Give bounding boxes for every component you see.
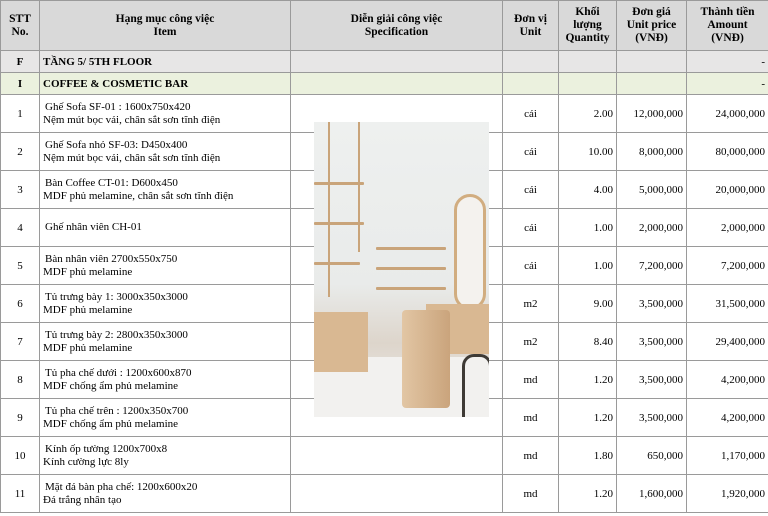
- header-price: Đơn giá Unit price (VNĐ): [617, 1, 687, 51]
- item-unit: md: [503, 399, 559, 437]
- item-title: Tủ trưng bày 2: 2800x350x3000: [45, 328, 188, 341]
- item-description: Nệm mút bọc vải, chân sắt sơn tĩnh điện: [43, 113, 221, 126]
- item-title: Tủ pha chế dưới : 1200x600x870: [45, 366, 192, 379]
- header-row: [1, 1, 768, 51]
- item-price: 3,500,000: [617, 285, 687, 323]
- item-qty: 1.20: [559, 361, 617, 399]
- item-no: 6: [1, 285, 40, 323]
- item-amount: 4,200,000: [687, 361, 768, 399]
- item-name: [40, 247, 291, 285]
- item-qty: 1.80: [559, 437, 617, 475]
- header-amount: Thành tiền Amount (VNĐ): [687, 1, 768, 51]
- item-description: MDF chống ẩm phủ melamine: [43, 417, 179, 430]
- floor-label: TẦNG 5/ 5TH FLOOR: [40, 51, 291, 73]
- item-description: MDF phủ melamine: [43, 303, 133, 316]
- item-qty: 1.20: [559, 399, 617, 437]
- item-no: 7: [1, 323, 40, 361]
- item-title: Kính ốp tường 1200x700x8: [45, 442, 168, 455]
- item-price: 7,200,000: [617, 247, 687, 285]
- item-unit: m2: [503, 323, 559, 361]
- item-unit: cái: [503, 171, 559, 209]
- item-name: [40, 209, 291, 247]
- item-price: 1,600,000: [617, 475, 687, 513]
- floor-row: [1, 51, 768, 73]
- item-title: Ghế Sofa SF-01 : 1600x750x420: [45, 100, 191, 113]
- item-unit: cái: [503, 209, 559, 247]
- item-no: 4: [1, 209, 40, 247]
- item-qty: 8.40: [559, 323, 617, 361]
- item-no: 9: [1, 399, 40, 437]
- item-amount: 7,200,000: [687, 247, 768, 285]
- item-amount: 80,000,000: [687, 133, 768, 171]
- table-row: [1, 475, 768, 513]
- item-price: 8,000,000: [617, 133, 687, 171]
- item-description: MDF phủ melamine: [43, 265, 133, 278]
- item-name: [40, 133, 291, 171]
- item-no: 11: [1, 475, 40, 513]
- item-amount: 2,000,000: [687, 209, 768, 247]
- item-price: 3,500,000: [617, 399, 687, 437]
- item-unit: md: [503, 437, 559, 475]
- item-amount: 31,500,000: [687, 285, 768, 323]
- item-description: MDF phủ melamine: [43, 341, 133, 354]
- item-amount: 20,000,000: [687, 171, 768, 209]
- item-price: 5,000,000: [617, 171, 687, 209]
- item-title: Tủ trưng bày 1: 3000x350x3000: [45, 290, 188, 303]
- item-unit: m2: [503, 285, 559, 323]
- item-qty: 1.20: [559, 475, 617, 513]
- item-description: MDF phủ melamine, chân sắt sơn tĩnh điện: [43, 189, 234, 202]
- section-row: [1, 73, 768, 95]
- item-title: Ghế nhân viên CH-01: [45, 221, 142, 233]
- item-name: [40, 437, 291, 475]
- item-amount: 24,000,000: [687, 95, 768, 133]
- item-title: Mặt đá bàn pha chế: 1200x600x20: [45, 480, 198, 493]
- item-title: Ghế Sofa nhỏ SF-03: D450x400: [45, 138, 188, 151]
- header-item: Hạng mục công việc Item: [40, 1, 291, 51]
- item-no: 1: [1, 95, 40, 133]
- item-unit: md: [503, 361, 559, 399]
- item-no: 8: [1, 361, 40, 399]
- item-name: [40, 95, 291, 133]
- item-name: [40, 361, 291, 399]
- item-unit: cái: [503, 95, 559, 133]
- header-spec: Diễn giải công việc Specification: [291, 1, 503, 51]
- item-qty: 10.00: [559, 133, 617, 171]
- item-unit: cái: [503, 133, 559, 171]
- item-spec: [291, 437, 503, 475]
- item-price: 650,000: [617, 437, 687, 475]
- item-title: Tủ pha chế trên : 1200x350x700: [45, 404, 189, 417]
- floor-amount: -: [687, 51, 768, 73]
- item-qty: 4.00: [559, 171, 617, 209]
- item-qty: 2.00: [559, 95, 617, 133]
- item-description: Nệm mút bọc vải, chân sắt sơn tĩnh điện: [43, 151, 221, 164]
- item-name: [40, 285, 291, 323]
- header-stt: STT No.: [1, 1, 40, 51]
- item-price: 3,500,000: [617, 323, 687, 361]
- item-amount: 1,920,000: [687, 475, 768, 513]
- item-price: 2,000,000: [617, 209, 687, 247]
- item-no: 10: [1, 437, 40, 475]
- section-label: COFFEE & COSMETIC BAR: [40, 73, 291, 95]
- item-no: 3: [1, 171, 40, 209]
- item-description: Đá trắng nhân tạo: [43, 493, 122, 506]
- item-qty: 1.00: [559, 209, 617, 247]
- section-amount: -: [687, 73, 768, 95]
- item-amount: 4,200,000: [687, 399, 768, 437]
- item-qty: 9.00: [559, 285, 617, 323]
- item-price: 12,000,000: [617, 95, 687, 133]
- item-name: [40, 399, 291, 437]
- item-qty: 1.00: [559, 247, 617, 285]
- header-unit: Đơn vị Unit: [503, 1, 559, 51]
- floor-stt: F: [1, 51, 40, 73]
- item-title: Bàn nhân viên 2700x550x750: [45, 252, 178, 265]
- section-stt: I: [1, 73, 40, 95]
- item-unit: md: [503, 475, 559, 513]
- header-qty: Khối lượng Quantity: [559, 1, 617, 51]
- item-description: Kính cường lực 8ly: [43, 455, 129, 468]
- item-name: [40, 323, 291, 361]
- table-row: [1, 437, 768, 475]
- item-price: 3,500,000: [617, 361, 687, 399]
- item-unit: cái: [503, 247, 559, 285]
- item-no: 2: [1, 133, 40, 171]
- item-title: Bàn Coffee CT-01: D600x450: [45, 176, 178, 189]
- item-description: MDF chống ẩm phủ melamine: [43, 379, 179, 392]
- item-spec: [291, 475, 503, 513]
- item-amount: 29,400,000: [687, 323, 768, 361]
- product-photo: [314, 122, 489, 417]
- item-no: 5: [1, 247, 40, 285]
- item-amount: 1,170,000: [687, 437, 768, 475]
- item-name: [40, 475, 291, 513]
- item-name: [40, 171, 291, 209]
